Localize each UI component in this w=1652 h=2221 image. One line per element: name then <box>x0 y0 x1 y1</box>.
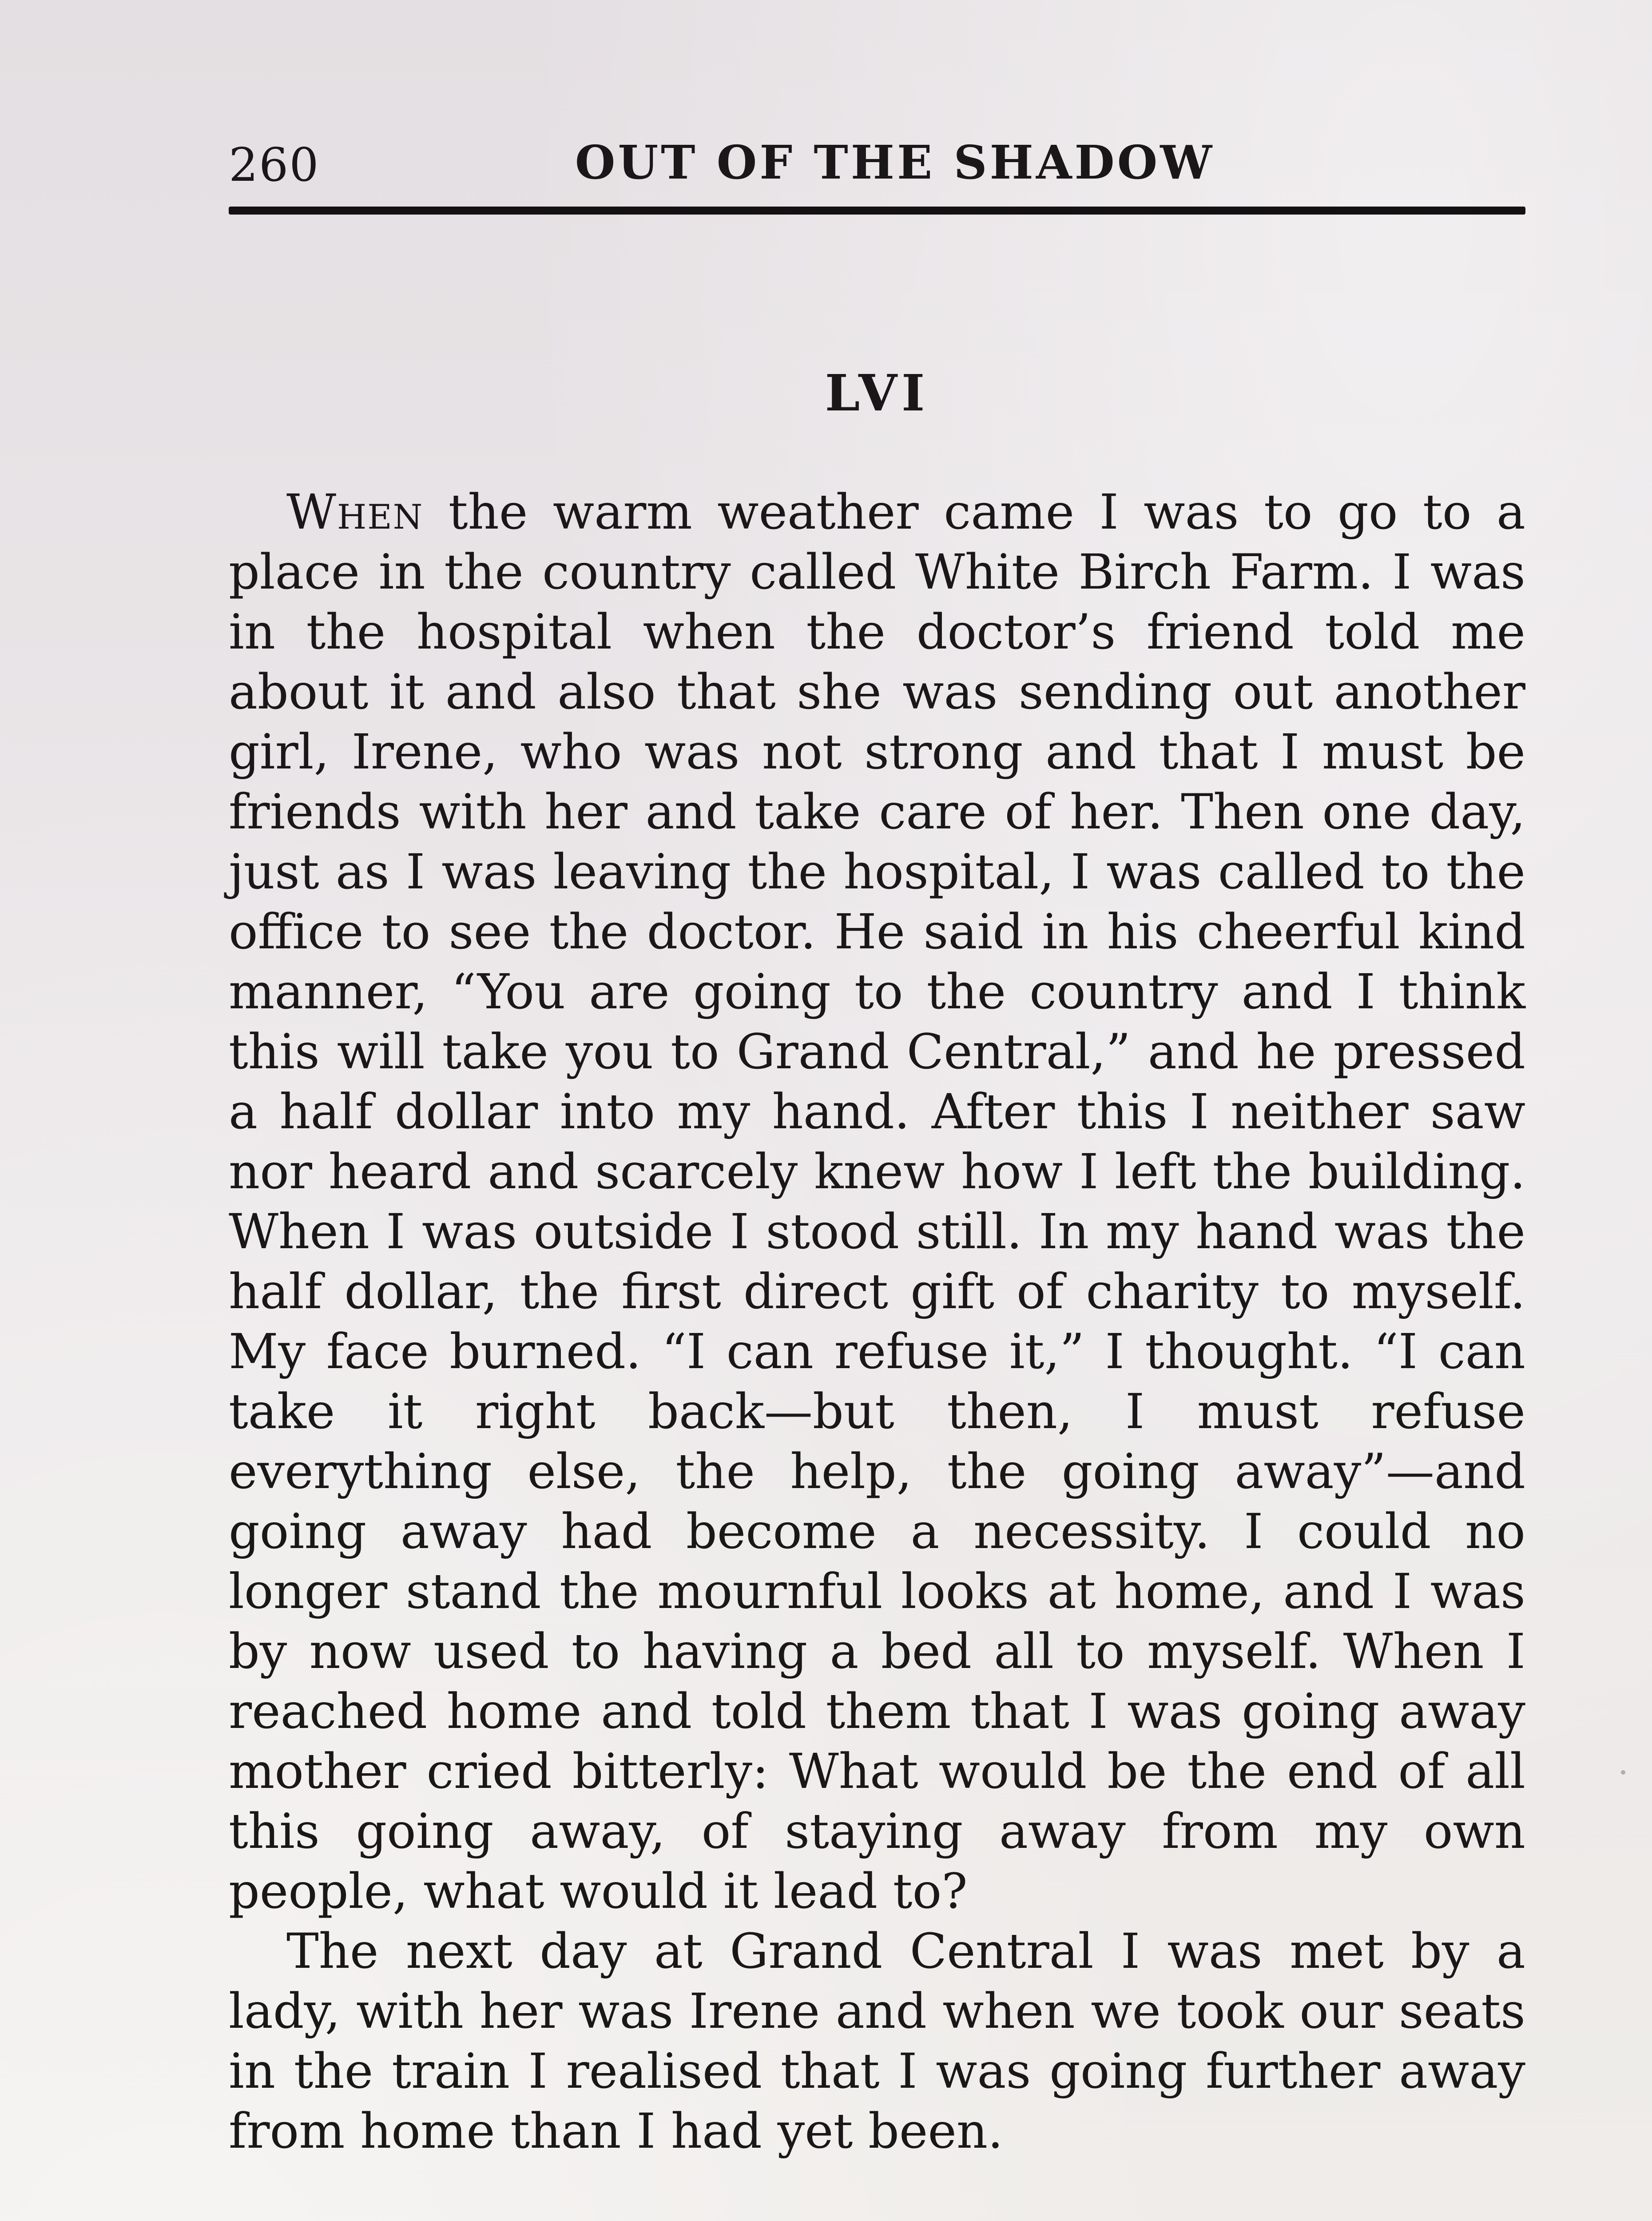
paper-speck <box>1621 1770 1625 1775</box>
paragraph-text: The next day at Grand Central I was met by a lady, with her was Irene and when we took our seats in the train I realised that I was going further away from home than I had yet been. <box>229 1923 1525 2159</box>
running-head <box>229 133 1525 191</box>
body-text <box>229 482 1525 2161</box>
page-number: 260 <box>229 138 320 192</box>
paragraph-1 <box>229 482 1525 1921</box>
header-rule <box>229 207 1525 215</box>
chapter-number: LVI <box>825 364 929 422</box>
paragraph-lead-word: When <box>286 484 424 540</box>
running-title: OUT OF THE SHADOW <box>575 135 1215 190</box>
paragraph-2 <box>229 1921 1525 2161</box>
paragraph-text: the warm weather came I was to go to a place in the country called White Birch Farm. I was in the hospital when the doctor’s friend told me about it and also that she was sending out another girl, Irene, who was not strong and that I must be friends with her and take care of her. Then one day, just as I was leaving the hospital, I was called to the office to see the doctor. He said in his cheerful kind manner, “You are going to the country and I think this will take you to Grand Central,” and he pressed a half dollar into my hand. After this I neither saw nor heard and scarcely knew how I left the building. When I was outside I stood still. In my hand was the half dollar, the first direct gift of charity to myself. My face burned. “I can refuse it,” I thought. “I can take it right back—but then, I must refuse everything else, the help, the going away”—and going away had become a necessity. I could no longer stand the mournful looks at home, and I was by now used to having a bed all to myself. When I reached home and told them that I was going away mother cried bitterly: What would be the end of all this going away, of staying away from my own people, what would it lead to? <box>229 484 1525 1919</box>
